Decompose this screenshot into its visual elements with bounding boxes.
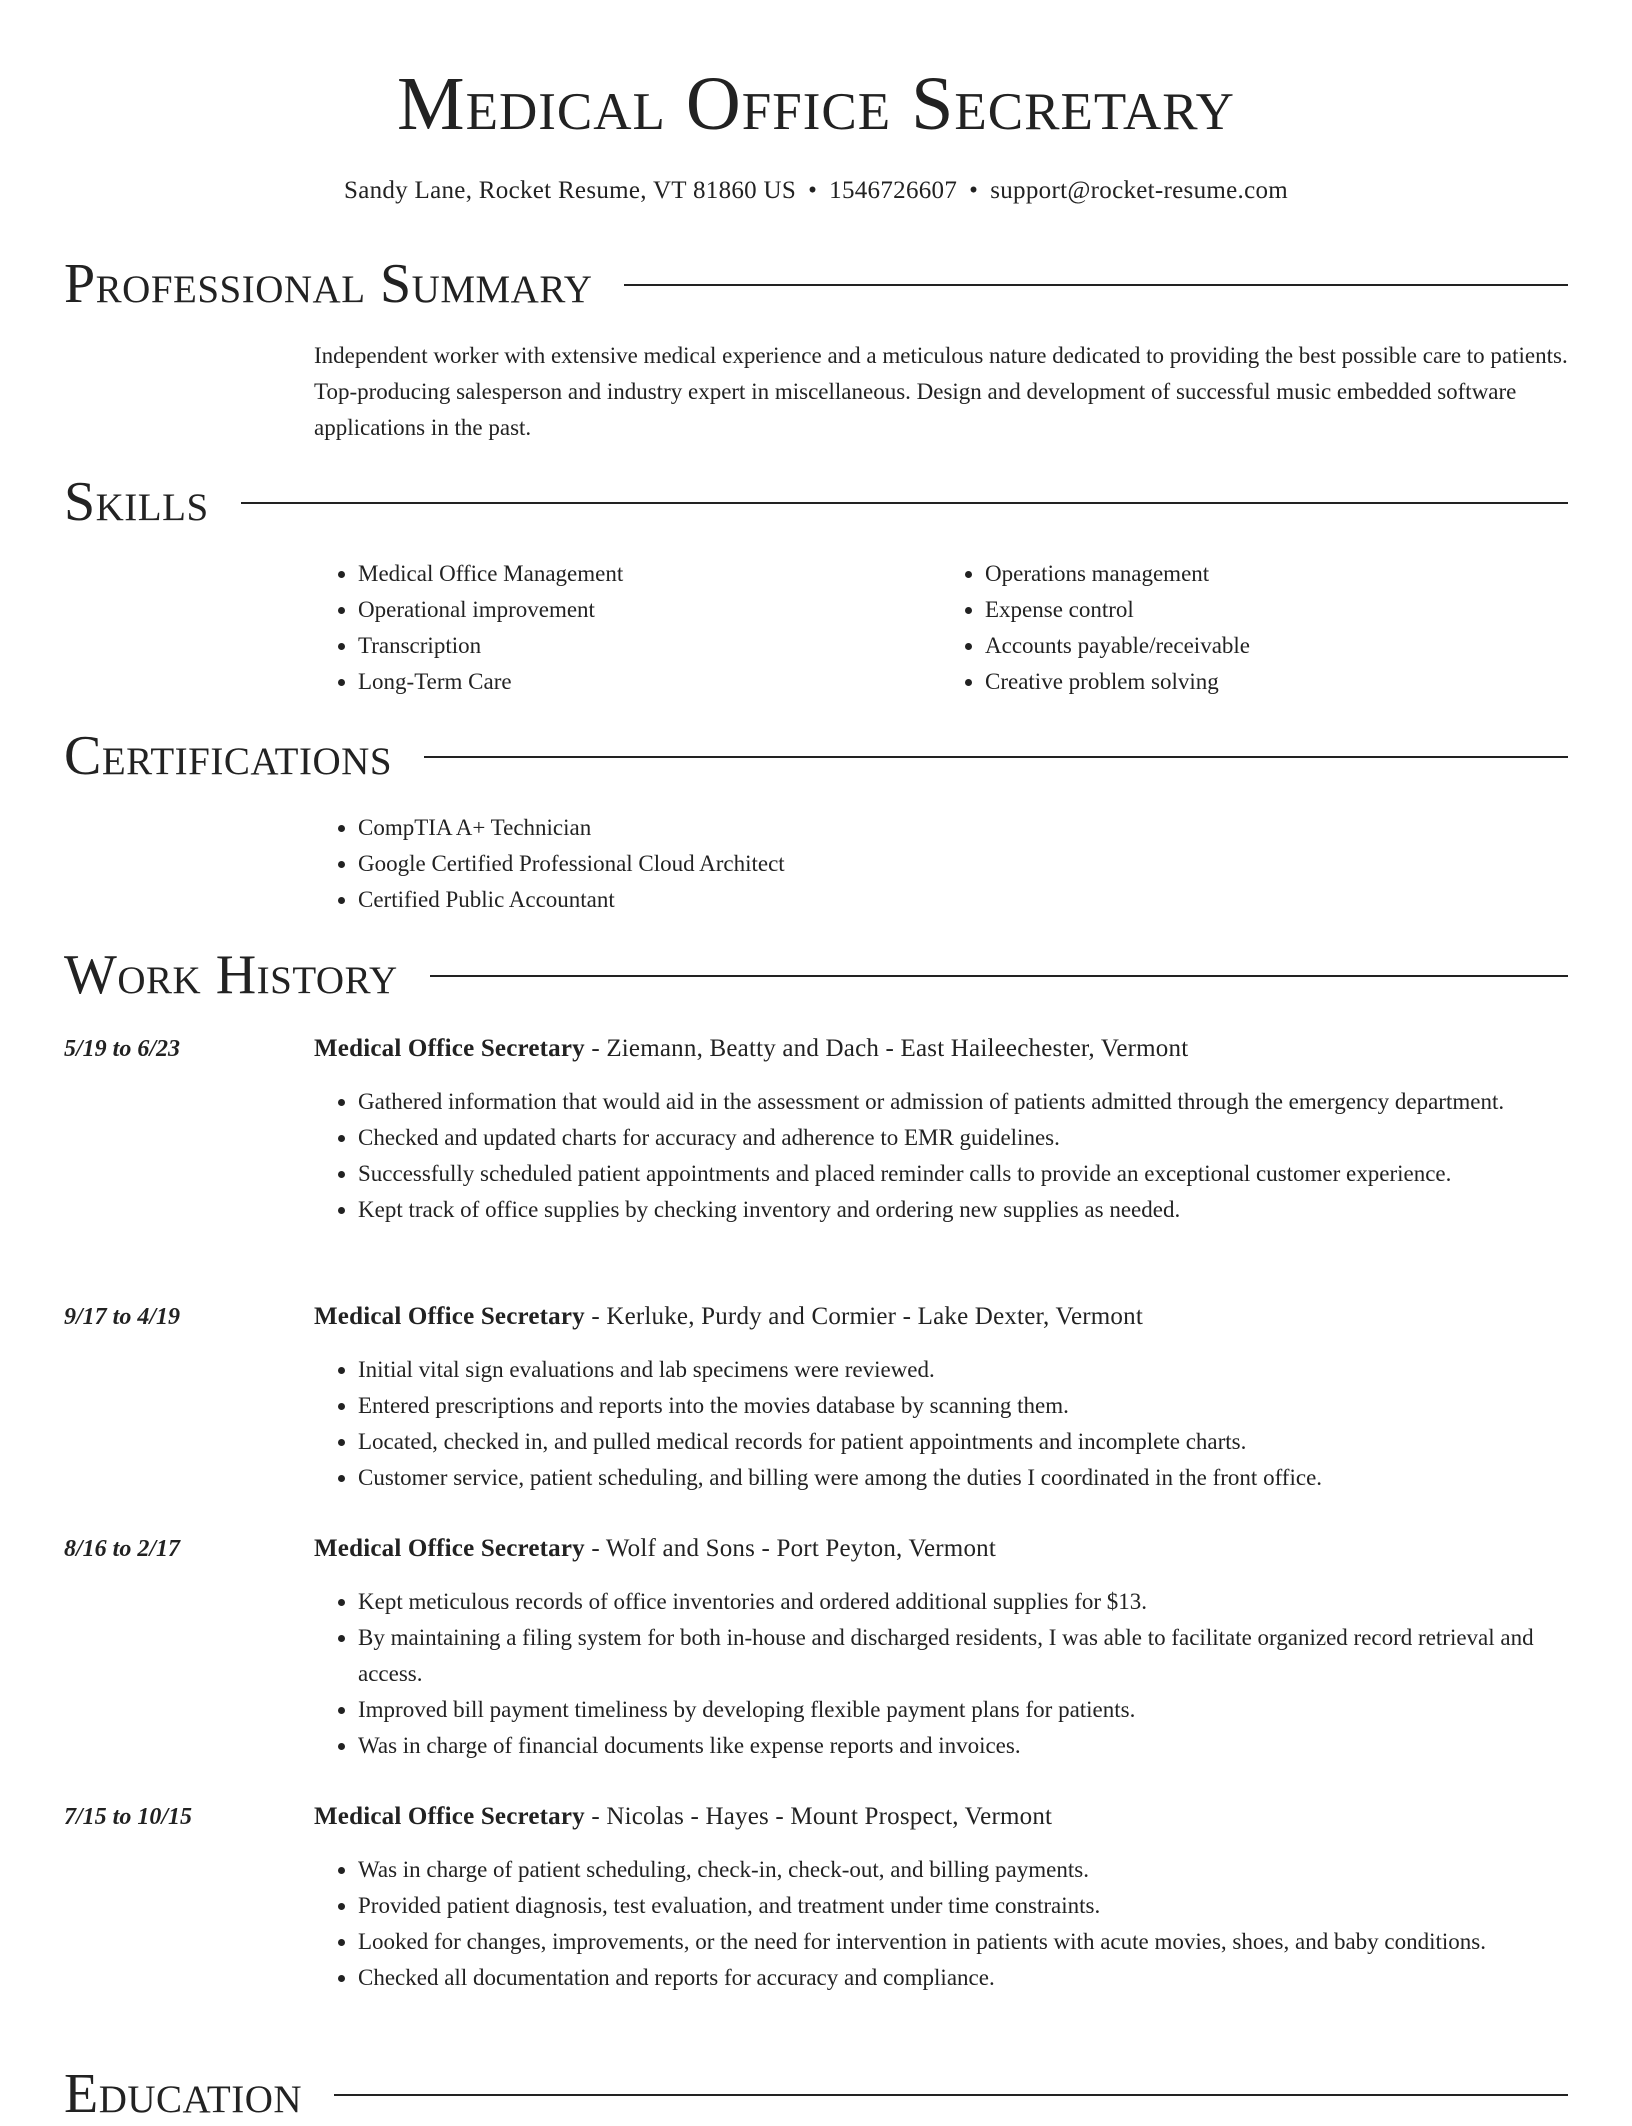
contact-email[interactable]: support@rocket-resume.com (990, 177, 1289, 204)
section-title-certifications: Certifications (64, 725, 393, 787)
skills-list-right (941, 556, 1568, 700)
skills-list-left (314, 556, 941, 700)
page-title: Medical Office Secretary (397, 62, 1235, 146)
job-bullets-block (314, 1852, 1568, 1996)
job-dates: 9/17 to 4/19 (64, 1304, 181, 1330)
job-bullet: • Kept track of office supplies by checking inventory and ordering new supplies as needed. (358, 1192, 1568, 1228)
job-bullet: • Improved bill payment timeliness by developing flexible payment plans for patients. (358, 1692, 1568, 1728)
skill-item: • Long-Term Care (358, 664, 941, 700)
job-bullets-block (314, 1352, 1568, 1496)
section-title-summary: Professional Summary (64, 253, 593, 315)
contact-separator: • (808, 177, 818, 204)
certification-item: • CompTIA A+ Technician (358, 810, 1568, 846)
skill-item: • Transcription (358, 628, 941, 664)
job-title: Medical Office Secretary (314, 1035, 585, 1062)
job-bullet: • Looked for changes, improvements, or the need for intervention in patients with acute movies, shoes, and baby conditions. (358, 1924, 1568, 1960)
job-bullet: • By maintaining a filing system for both in-house and discharged residents, I was able to facilitate organized record retrieval and access. (358, 1620, 1568, 1692)
job-bullet: • Checked all documentation and reports for accuracy and compliance. (358, 1960, 1568, 1996)
certifications-list (314, 810, 1568, 918)
job-title: Medical Office Secretary (314, 1803, 585, 1830)
job-bullet: • Was in charge of financial documents like expense reports and invoices. (358, 1728, 1568, 1764)
job-bullets (314, 1584, 1568, 1764)
job-heading (314, 1800, 1568, 1834)
certifications-block (314, 810, 1568, 918)
job-bullet: • Customer service, patient scheduling, and billing were among the duties I coordinated in the front office. (358, 1460, 1568, 1496)
section-header-work-history (64, 943, 1568, 1007)
section-title-education: Education (64, 2063, 303, 2125)
job-bullets-block (314, 1584, 1568, 1764)
job-bullet: • Kept meticulous records of office inventories and ordered additional supplies for $13. (358, 1584, 1568, 1620)
section-divider (430, 975, 1568, 977)
job-bullet: • Checked and updated charts for accuracy and adherence to EMR guidelines. (358, 1120, 1568, 1156)
section-title-skills: Skills (64, 471, 209, 533)
skill-item: • Creative problem solving (985, 664, 1568, 700)
job-title: Medical Office Secretary (314, 1303, 585, 1330)
summary-block (314, 338, 1568, 446)
job-heading (314, 1300, 1568, 1334)
section-header-skills (64, 470, 1568, 534)
section-divider (334, 2094, 1568, 2096)
job-dates: 8/16 to 2/17 (64, 1536, 181, 1562)
job-heading (314, 1532, 1568, 1566)
job-bullet: • Entered prescriptions and reports into the movies database by scanning them. (358, 1388, 1568, 1424)
job-details: - Wolf and Sons - Port Peyton, Vermont (584, 1535, 996, 1562)
contact-address: Sandy Lane, Rocket Resume, VT 81860 US (343, 177, 797, 204)
skill-item: • Operational improvement (358, 592, 941, 628)
job-bullet: • Initial vital sign evaluations and lab specimens were reviewed. (358, 1352, 1568, 1388)
job-bullet: • Was in charge of patient scheduling, check-in, check-out, and billing payments. (358, 1852, 1568, 1888)
section-divider (424, 756, 1568, 758)
section-header-education (64, 2062, 1568, 2126)
job-bullets (314, 1852, 1568, 1996)
section-title-work-history: Work History (64, 944, 398, 1006)
section-divider (624, 284, 1568, 286)
skills-grid (314, 556, 1568, 700)
skill-item: • Accounts payable/receivable (985, 628, 1568, 664)
skill-item: • Medical Office Management (358, 556, 941, 592)
job-title: Medical Office Secretary (314, 1535, 585, 1562)
skills-block (314, 556, 1568, 700)
skill-item: • Operations management (985, 556, 1568, 592)
contact-line (0, 174, 1632, 208)
section-divider (241, 502, 1568, 504)
contact-separator: • (969, 177, 979, 204)
job-heading (314, 1032, 1568, 1066)
job-dates: 5/19 to 6/23 (64, 1036, 181, 1062)
job-bullet: • Gathered information that would aid in the assessment or admission of patients admitted through the emergency department. (358, 1084, 1568, 1120)
job-details: - Nicolas - Hayes - Mount Prospect, Vermont (584, 1803, 1053, 1830)
job-bullet: • Successfully scheduled patient appointments and placed reminder calls to provide an exceptional customer experience. (358, 1156, 1568, 1192)
certification-item: • Certified Public Accountant (358, 882, 1568, 918)
job-bullets-block (314, 1084, 1568, 1228)
job-details: - Kerluke, Purdy and Cormier - Lake Dexter, Vermont (584, 1303, 1143, 1330)
job-bullets (314, 1084, 1568, 1228)
section-header-certifications (64, 724, 1568, 788)
section-header-summary (64, 252, 1568, 316)
contact-phone: 1546726607 (829, 177, 958, 204)
certification-item: • Google Certified Professional Cloud Architect (358, 846, 1568, 882)
job-details: - Ziemann, Beatty and Dach - East Haileechester, Vermont (584, 1035, 1189, 1062)
job-bullet: • Located, checked in, and pulled medical records for patient appointments and incomplete charts. (358, 1424, 1568, 1460)
job-bullet: • Provided patient diagnosis, test evaluation, and treatment under time constraints. (358, 1888, 1568, 1924)
job-dates: 7/15 to 10/15 (64, 1804, 193, 1830)
summary-text: Independent worker with extensive medical experience and a meticulous nature dedicated to providing the best possible care to patients. Top-producing salesperson and industry expert in miscellaneous. Design and development of successful music embedded software applications in the past. (314, 343, 1568, 440)
job-bullets (314, 1352, 1568, 1496)
skill-item: • Expense control (985, 592, 1568, 628)
